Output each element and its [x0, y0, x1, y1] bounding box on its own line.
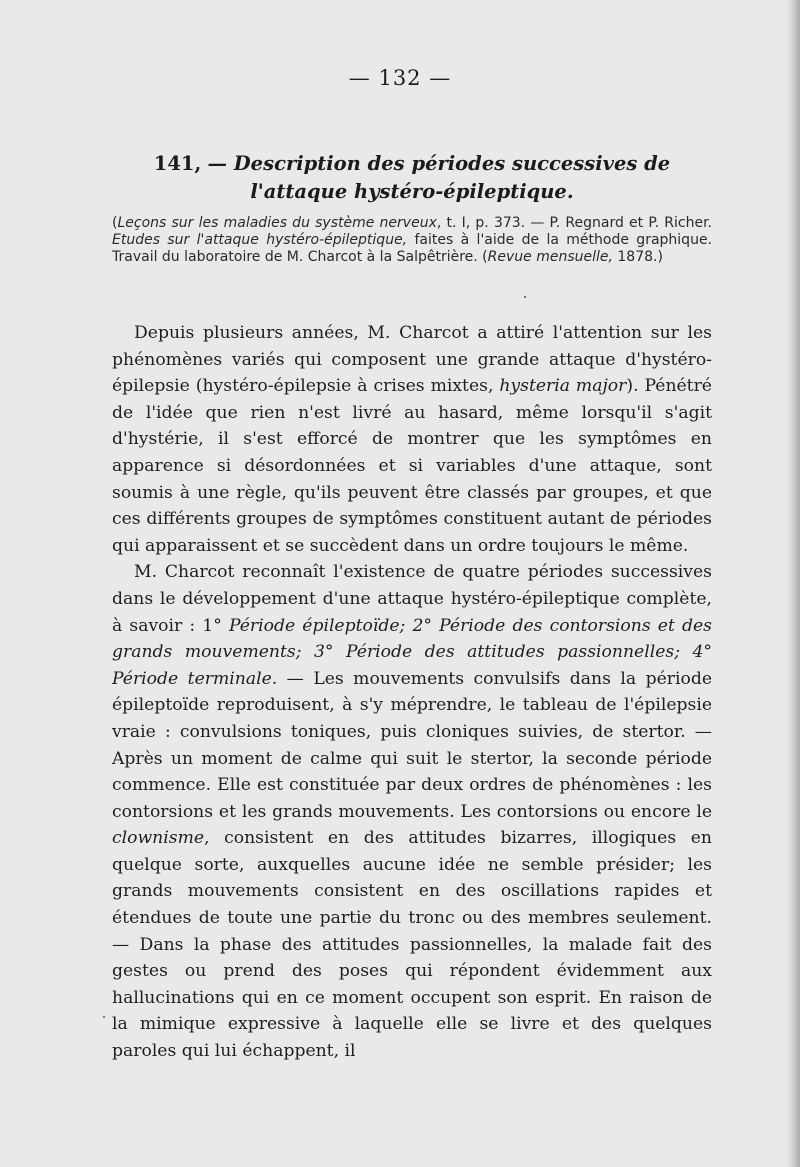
- page-number: — 132 —: [348, 66, 452, 90]
- section-heading: — Description des périodes successives de l'attaque hystéro-épileptique.: [207, 152, 671, 203]
- reference-title-2: Etudes sur l'attaque hystéro-épileptique,: [112, 232, 408, 248]
- reference-title-3: Revue mensuelle,: [487, 249, 613, 265]
- paragraph-2: [112, 559, 712, 1064]
- paragraph-1-text-c: ). Pénétré de l'idée que rien n'est livré au hasard, même lorsqu'il s'agit d'hystérie, il s'est efforcé de montrer que les symptômes en apparence si désordonnées et si variables d'une attaque, sont soumis à une règle, qu'ils peuvent être classés par groupes, et que ces différents groupes de symptômes constituent autant de périodes qui apparaissent et se succèdent dans un ordre toujours le même.: [112, 376, 712, 556]
- section-number: 141,: [153, 152, 202, 175]
- print-speck: [524, 296, 526, 298]
- bibliographic-reference: [112, 215, 712, 266]
- reference-part-2: , t. I, p. 373. — P. Regnard et P. Richer.: [436, 215, 712, 231]
- print-speck: [103, 1016, 105, 1018]
- paragraph-2-clownisme: clownisme: [112, 828, 205, 849]
- paragraph-2-text-e: , consistent en des attitudes bizarres, illogiques en quelque sorte, auxquelles aucune idée ne semble présider; les grands mouvements consistent en des oscillations rapides et étendues de toute une partie du tronc ou des membres seulement. — Dans la phase des attitudes passionnelles, la malade fait des gestes ou prend des poses qui répondent évidemment aux hallucinations qui en ce moment occupent son esprit. En raison de la mimique expressive à laquelle elle se livre et des quelques paroles qui lui échappent, il: [112, 828, 712, 1062]
- page-edge-shadow: [786, 0, 800, 1167]
- paragraph-2-periods: Période épileptoïde; 2° Période des contorsions et des grands mouvements; 3° Période des attitudes passionnelles; 4° Période terminale.: [112, 615, 712, 689]
- section-title: [112, 150, 712, 206]
- reference-part-3: faites à l'aide de la méthode graphique. Travail du laboratoire de M. Charcot à la Salpêtrière. (: [112, 232, 713, 265]
- paragraph-2-text-c: — Les mouvements convulsifs dans la période épileptoïde reproduisent, à s'y méprendre, le tableau de l'épilepsie vraie : convulsions toniques, puis cloniques suivies, de stertor. — Après un moment de calme qui suit le stertor, la seconde période commence. Elle est constituée par deux ordres de phénomènes : les contorsions et les grands mouvements. Les contorsions ou encore le: [112, 668, 712, 822]
- body-text: [112, 320, 712, 1065]
- reference-title-1: Leçons sur les maladies du système nerveux: [117, 215, 437, 231]
- reference-part-1: (: [112, 215, 118, 231]
- paragraph-1-text-a: Depuis plusieurs années, M. Charcot a attiré l'attention sur les phénomènes variés qui composent une grande attaque d'hystéro-épilepsie (hystéro-épilepsie à crises mixtes,: [112, 323, 712, 397]
- paragraph-1: [112, 320, 712, 559]
- reference-part-4: 1878.): [612, 249, 663, 265]
- paragraph-2-text-a: M. Charcot reconnaît l'existence de quatre périodes successives dans le développement d'une attaque hystéro-épileptique complète, à savoir : 1°: [112, 562, 712, 636]
- paragraph-1-italic: hysteria major: [499, 376, 627, 397]
